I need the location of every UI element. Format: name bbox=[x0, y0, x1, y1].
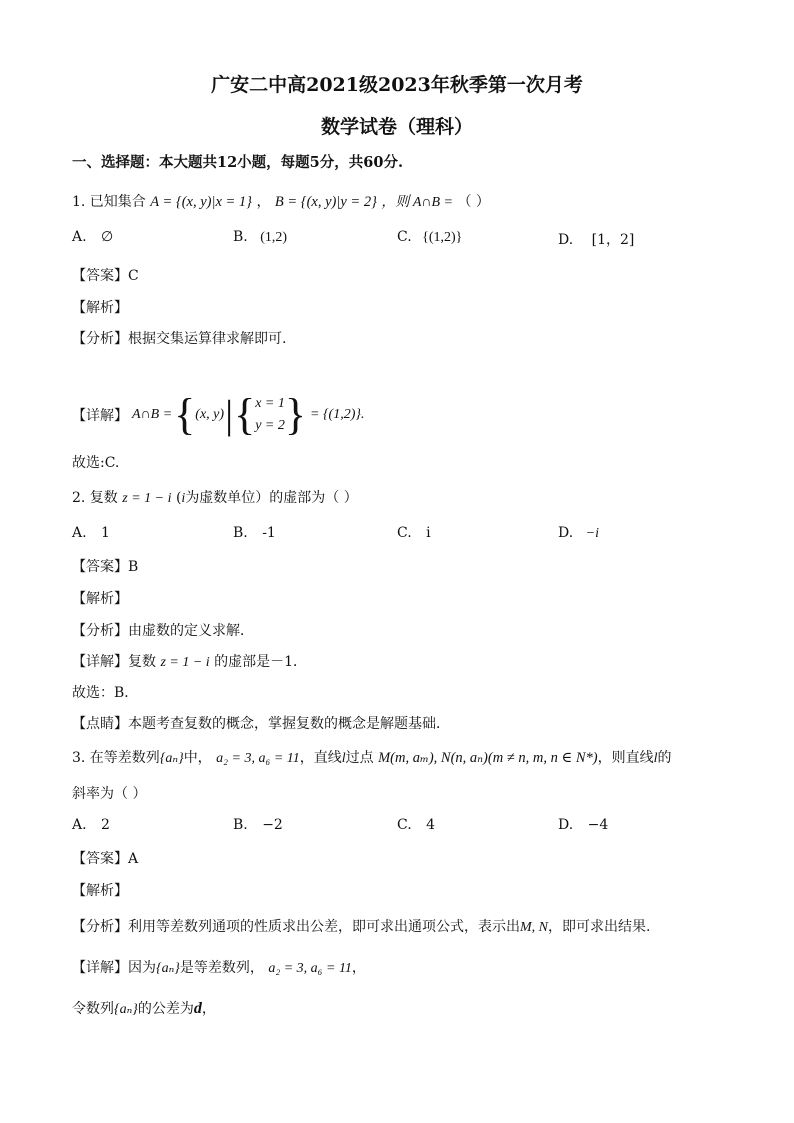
q3-stem bbox=[72, 749, 672, 768]
option-label: A. bbox=[72, 229, 87, 245]
detail-pre: 因为 bbox=[128, 960, 156, 976]
q2-i-var: i bbox=[181, 491, 186, 506]
q2-prefix: 2. 复数 bbox=[72, 490, 118, 506]
q2-dianjing bbox=[72, 713, 450, 733]
option-value: i bbox=[426, 525, 431, 541]
q1-set-b: B = {(x, y)|y = 2} bbox=[274, 194, 377, 210]
option-value: ∅ bbox=[101, 229, 114, 245]
q2-suffix: 为虚数单位）的虚部为（ ） bbox=[185, 490, 358, 506]
equation-1: x = 1 bbox=[255, 396, 285, 411]
option-value: 2 bbox=[101, 817, 110, 833]
fenxi-text: 由虚数的定义求解． bbox=[128, 623, 254, 639]
q1-option-d bbox=[558, 229, 634, 249]
q3-l-var: l bbox=[341, 751, 346, 766]
q2-option-d bbox=[558, 525, 599, 542]
q2-option-a bbox=[72, 525, 110, 541]
q2-fenxi bbox=[72, 620, 254, 640]
equation-2: y = 2 bbox=[255, 418, 285, 433]
equation-system bbox=[255, 393, 285, 437]
fenxi-mn: M, N bbox=[520, 920, 548, 935]
option-value: −2 bbox=[262, 817, 283, 833]
fenxi-post: ，即可求出结果. bbox=[548, 919, 651, 935]
q1-detail bbox=[72, 387, 364, 443]
divider-bar: | bbox=[225, 392, 234, 437]
fenxi-pre: 利用等差数列通项的性质求出公差，即可求出通项公式，表示出 bbox=[128, 919, 520, 935]
answer-value: A bbox=[128, 851, 139, 867]
q1-comma: ， bbox=[256, 194, 271, 210]
q2-analysis-tag: 【解析】 bbox=[72, 591, 128, 607]
xiangjie-tag: 【详解】 bbox=[72, 960, 128, 976]
option-label: B. bbox=[233, 817, 248, 833]
option-value: 4 bbox=[426, 817, 436, 833]
left-brace: { bbox=[174, 390, 196, 439]
option-label: D. bbox=[558, 817, 574, 833]
option-label: C. bbox=[397, 229, 412, 245]
option-label: D. bbox=[558, 232, 574, 248]
q3-mid5: 的 bbox=[657, 750, 672, 766]
last-mid: 的公差为 bbox=[137, 1001, 194, 1017]
fenxi-tag: 【分析】 bbox=[72, 919, 128, 935]
q3-stem-line2: 斜率为（ ） bbox=[72, 786, 147, 802]
q3-detail-line2 bbox=[72, 998, 216, 1018]
q2-paren-open: ( bbox=[175, 490, 182, 506]
last-d: d bbox=[193, 1000, 202, 1017]
q1-stem bbox=[72, 193, 490, 212]
detail-right: = {(1,2)}. bbox=[310, 407, 365, 422]
option-label: A. bbox=[72, 817, 87, 833]
dianjing-tag: 【点睛】 bbox=[72, 716, 128, 732]
option-label: C. bbox=[397, 817, 412, 833]
detail-pair: (x, y) bbox=[195, 407, 225, 422]
q3-mid3: 过点 bbox=[345, 750, 374, 766]
last-end: ， bbox=[201, 1001, 216, 1017]
dianjing-text: 本题考查复数的概念，掌握复数的概念是解题基础． bbox=[128, 716, 450, 732]
option-value: -1 bbox=[262, 525, 276, 541]
q2-conclusion: 故选：B． bbox=[72, 685, 139, 701]
q3-mid1: 中， bbox=[183, 750, 212, 766]
last-seq: {aₙ} bbox=[114, 1002, 138, 1017]
q1-prefix: 1. 已知集合 bbox=[72, 194, 146, 210]
q3-l-var2: l bbox=[653, 751, 658, 766]
q3-analysis-tag: 【解析】 bbox=[72, 883, 128, 899]
q2-expr: z = 1 − i bbox=[122, 491, 172, 506]
q2-option-b bbox=[233, 525, 276, 541]
answer-tag: 【答案】 bbox=[72, 268, 128, 284]
exam-title: 广安二中高2021级2023年秋季第一次月考 bbox=[211, 74, 583, 96]
last-pre: 令数列 bbox=[72, 1001, 114, 1017]
q1-option-a bbox=[72, 229, 113, 245]
detail-end: ， bbox=[351, 960, 366, 976]
fenxi-text: 根据交集运算律求解即可. bbox=[128, 331, 287, 347]
q1-fenxi bbox=[72, 328, 286, 348]
option-value: −4 bbox=[587, 817, 609, 833]
q1-option-b bbox=[233, 229, 287, 246]
q3-mid2: ，直线 bbox=[299, 750, 342, 766]
option-value: {(1,2)} bbox=[422, 230, 463, 245]
system-brace: { bbox=[234, 390, 256, 439]
q3-answer bbox=[72, 848, 138, 868]
q3-option-d bbox=[558, 817, 608, 833]
exam-subtitle: 数学试卷（理科） bbox=[320, 116, 473, 138]
q2-answer bbox=[72, 556, 138, 576]
q3-option-c bbox=[397, 817, 435, 833]
q2-option-c bbox=[397, 525, 431, 541]
q1-analysis-tag: 【解析】 bbox=[72, 300, 128, 316]
q3-option-b bbox=[233, 817, 283, 833]
answer-tag: 【答案】 bbox=[72, 851, 128, 867]
q3-detail bbox=[72, 957, 366, 977]
option-label: D. bbox=[558, 525, 574, 541]
option-label: A. bbox=[72, 525, 87, 541]
detail-pre: 复数 bbox=[128, 654, 156, 670]
option-label: C. bbox=[397, 525, 412, 541]
detail-expr: z = 1 − i bbox=[160, 655, 210, 670]
q3-option-a bbox=[72, 817, 110, 833]
option-value: [1，2] bbox=[591, 232, 635, 248]
option-label: B. bbox=[233, 229, 248, 245]
q1-option-c bbox=[397, 229, 462, 246]
answer-tag: 【答案】 bbox=[72, 559, 128, 575]
xiangjie-tag: 【详解】 bbox=[72, 654, 128, 670]
q1-ask: ，则 A∩B = bbox=[381, 195, 453, 210]
q3-mid4: ，则直线 bbox=[597, 750, 654, 766]
section-heading: 一、选择题：本大题共12小题，每题5分，共60分. bbox=[72, 154, 403, 171]
q3-seq: {aₙ} bbox=[159, 751, 184, 766]
detail-mid: 是等差数列， bbox=[179, 960, 264, 976]
option-label: B. bbox=[233, 525, 248, 541]
xiangjie-tag: 【详解】 bbox=[72, 408, 128, 424]
q3-prefix: 3. 在等差数列 bbox=[72, 750, 160, 766]
q1-paren: （ ） bbox=[457, 194, 490, 210]
option-value: −i bbox=[585, 526, 599, 541]
detail-cond: a₂ = 3, a₆ = 11 bbox=[268, 961, 352, 976]
q2-detail bbox=[72, 651, 307, 671]
q2-stem bbox=[72, 489, 358, 508]
right-brace: } bbox=[284, 390, 306, 439]
detail-post: 的虚部是－1． bbox=[214, 654, 308, 670]
fenxi-tag: 【分析】 bbox=[72, 623, 128, 639]
q3-cond: a₂ = 3, a₆ = 11 bbox=[216, 751, 300, 766]
q3-fenxi bbox=[72, 916, 650, 936]
q1-set-a: A = {(x, y)|x = 1} bbox=[150, 194, 252, 210]
answer-value: B bbox=[128, 559, 139, 575]
q1-conclusion: 故选:C. bbox=[72, 455, 120, 471]
q3-points: M(m, aₘ), N(n, aₙ)(m ≠ n, m, n ∈ N*) bbox=[378, 750, 598, 766]
option-value: (1,2) bbox=[260, 230, 288, 245]
answer-value: C bbox=[128, 268, 139, 284]
option-value: 1 bbox=[101, 525, 110, 541]
fenxi-tag: 【分析】 bbox=[72, 331, 128, 347]
detail-seq: {aₙ} bbox=[156, 961, 180, 976]
q1-answer bbox=[72, 265, 139, 285]
detail-left: A∩B = bbox=[132, 407, 173, 422]
